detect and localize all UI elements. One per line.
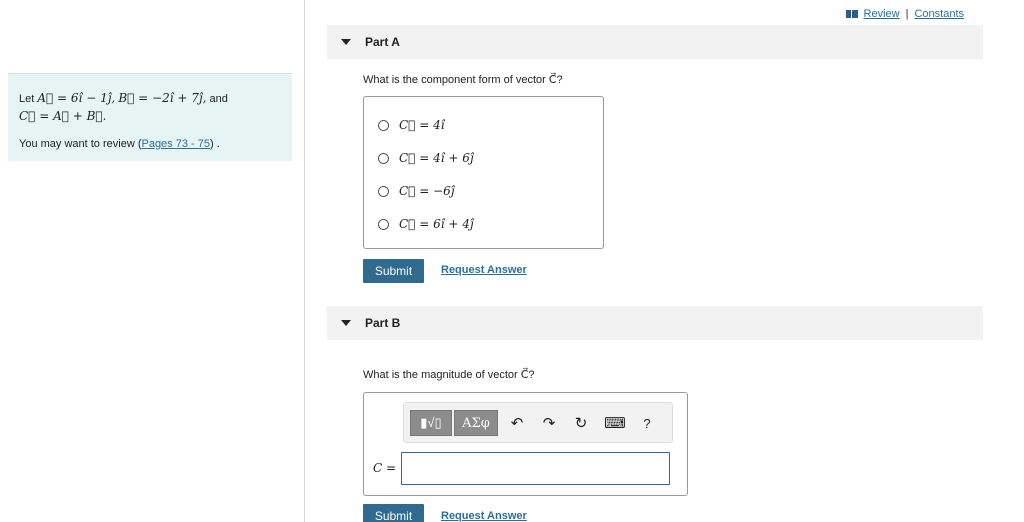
part-a-header[interactable] — [327, 25, 983, 59]
c-input-label: C = — [373, 461, 397, 475]
reset-icon[interactable]: ↻ — [574, 415, 588, 432]
greek-symbols-button[interactable]: ΑΣφ — [454, 410, 498, 436]
part-a-title: Part A — [365, 35, 400, 49]
choice-2[interactable] — [378, 151, 474, 165]
part-a-request-answer-link[interactable]: Request Answer — [441, 264, 527, 276]
vector-a-definition: A⃗ = 6ı̂ − 1ȷ̂, — [37, 91, 116, 105]
part-a-question-text: What is the component form of vector C⃗? — [363, 74, 563, 86]
review-link[interactable]: Review — [863, 8, 900, 20]
vector-c-definition: C⃗ = A⃗ + B⃗. — [19, 109, 107, 123]
keyboard-icon[interactable]: ⌨ — [604, 415, 626, 432]
choice-4-label: C⃗ = 6ı̂ + 4ȷ̂ — [399, 217, 474, 231]
problem-let-text: Let — [19, 93, 35, 105]
problem-statement-box — [8, 73, 292, 161]
part-a-choices — [363, 96, 604, 249]
review-pages-link[interactable]: Pages 73 - 75 — [141, 138, 210, 150]
radio-button[interactable] — [378, 153, 389, 164]
part-b-title: Part B — [365, 316, 401, 330]
part-a-submit-button[interactable]: Submit — [363, 259, 424, 283]
choice-1[interactable] — [378, 118, 445, 132]
vector-b-definition: B⃗ = −2ı̂ + 7ȷ̂, — [118, 91, 207, 105]
math-toolbar — [403, 402, 673, 443]
radio-button[interactable] — [378, 186, 389, 197]
radio-button[interactable] — [378, 219, 389, 230]
part-b-submit-button[interactable]: Submit — [363, 504, 424, 522]
part-b-question — [363, 368, 535, 381]
undo-icon[interactable]: ↶ — [510, 415, 524, 432]
choice-4[interactable] — [378, 217, 474, 231]
part-b-answer-box — [363, 392, 688, 496]
left-panel-divider — [304, 0, 305, 522]
choice-1-label: C⃗ = 4ı̂ — [399, 118, 445, 132]
radio-button[interactable] — [378, 120, 389, 131]
review-line — [19, 138, 281, 150]
review-suffix: ) . — [209, 138, 220, 150]
part-b-header[interactable] — [327, 306, 983, 340]
templates-button[interactable]: ▮√▯ — [410, 410, 452, 436]
part-b-request-answer-link[interactable]: Request Answer — [441, 510, 527, 522]
choice-3-label: C⃗ = −6ȷ̂ — [399, 184, 455, 198]
top-links — [846, 8, 964, 20]
problem-and-text: and — [209, 93, 228, 105]
help-icon[interactable]: ? — [643, 415, 651, 431]
part-a-question — [363, 73, 563, 86]
book-icon — [846, 10, 858, 18]
part-b-question-text: What is the magnitude of vector C⃗? — [363, 369, 535, 381]
choice-3[interactable] — [378, 184, 454, 198]
constants-link[interactable]: Constants — [914, 8, 964, 20]
choice-2-label: C⃗ = 4ı̂ + 6ȷ̂ — [399, 151, 474, 165]
collapse-triangle-icon[interactable] — [341, 320, 351, 326]
problem-statement — [19, 90, 281, 126]
link-separator: | — [905, 8, 909, 20]
collapse-triangle-icon[interactable] — [341, 39, 351, 45]
magnitude-answer-input[interactable] — [401, 452, 670, 485]
redo-icon[interactable]: ↷ — [542, 415, 556, 432]
review-prefix: You may want to review ( — [19, 138, 142, 150]
